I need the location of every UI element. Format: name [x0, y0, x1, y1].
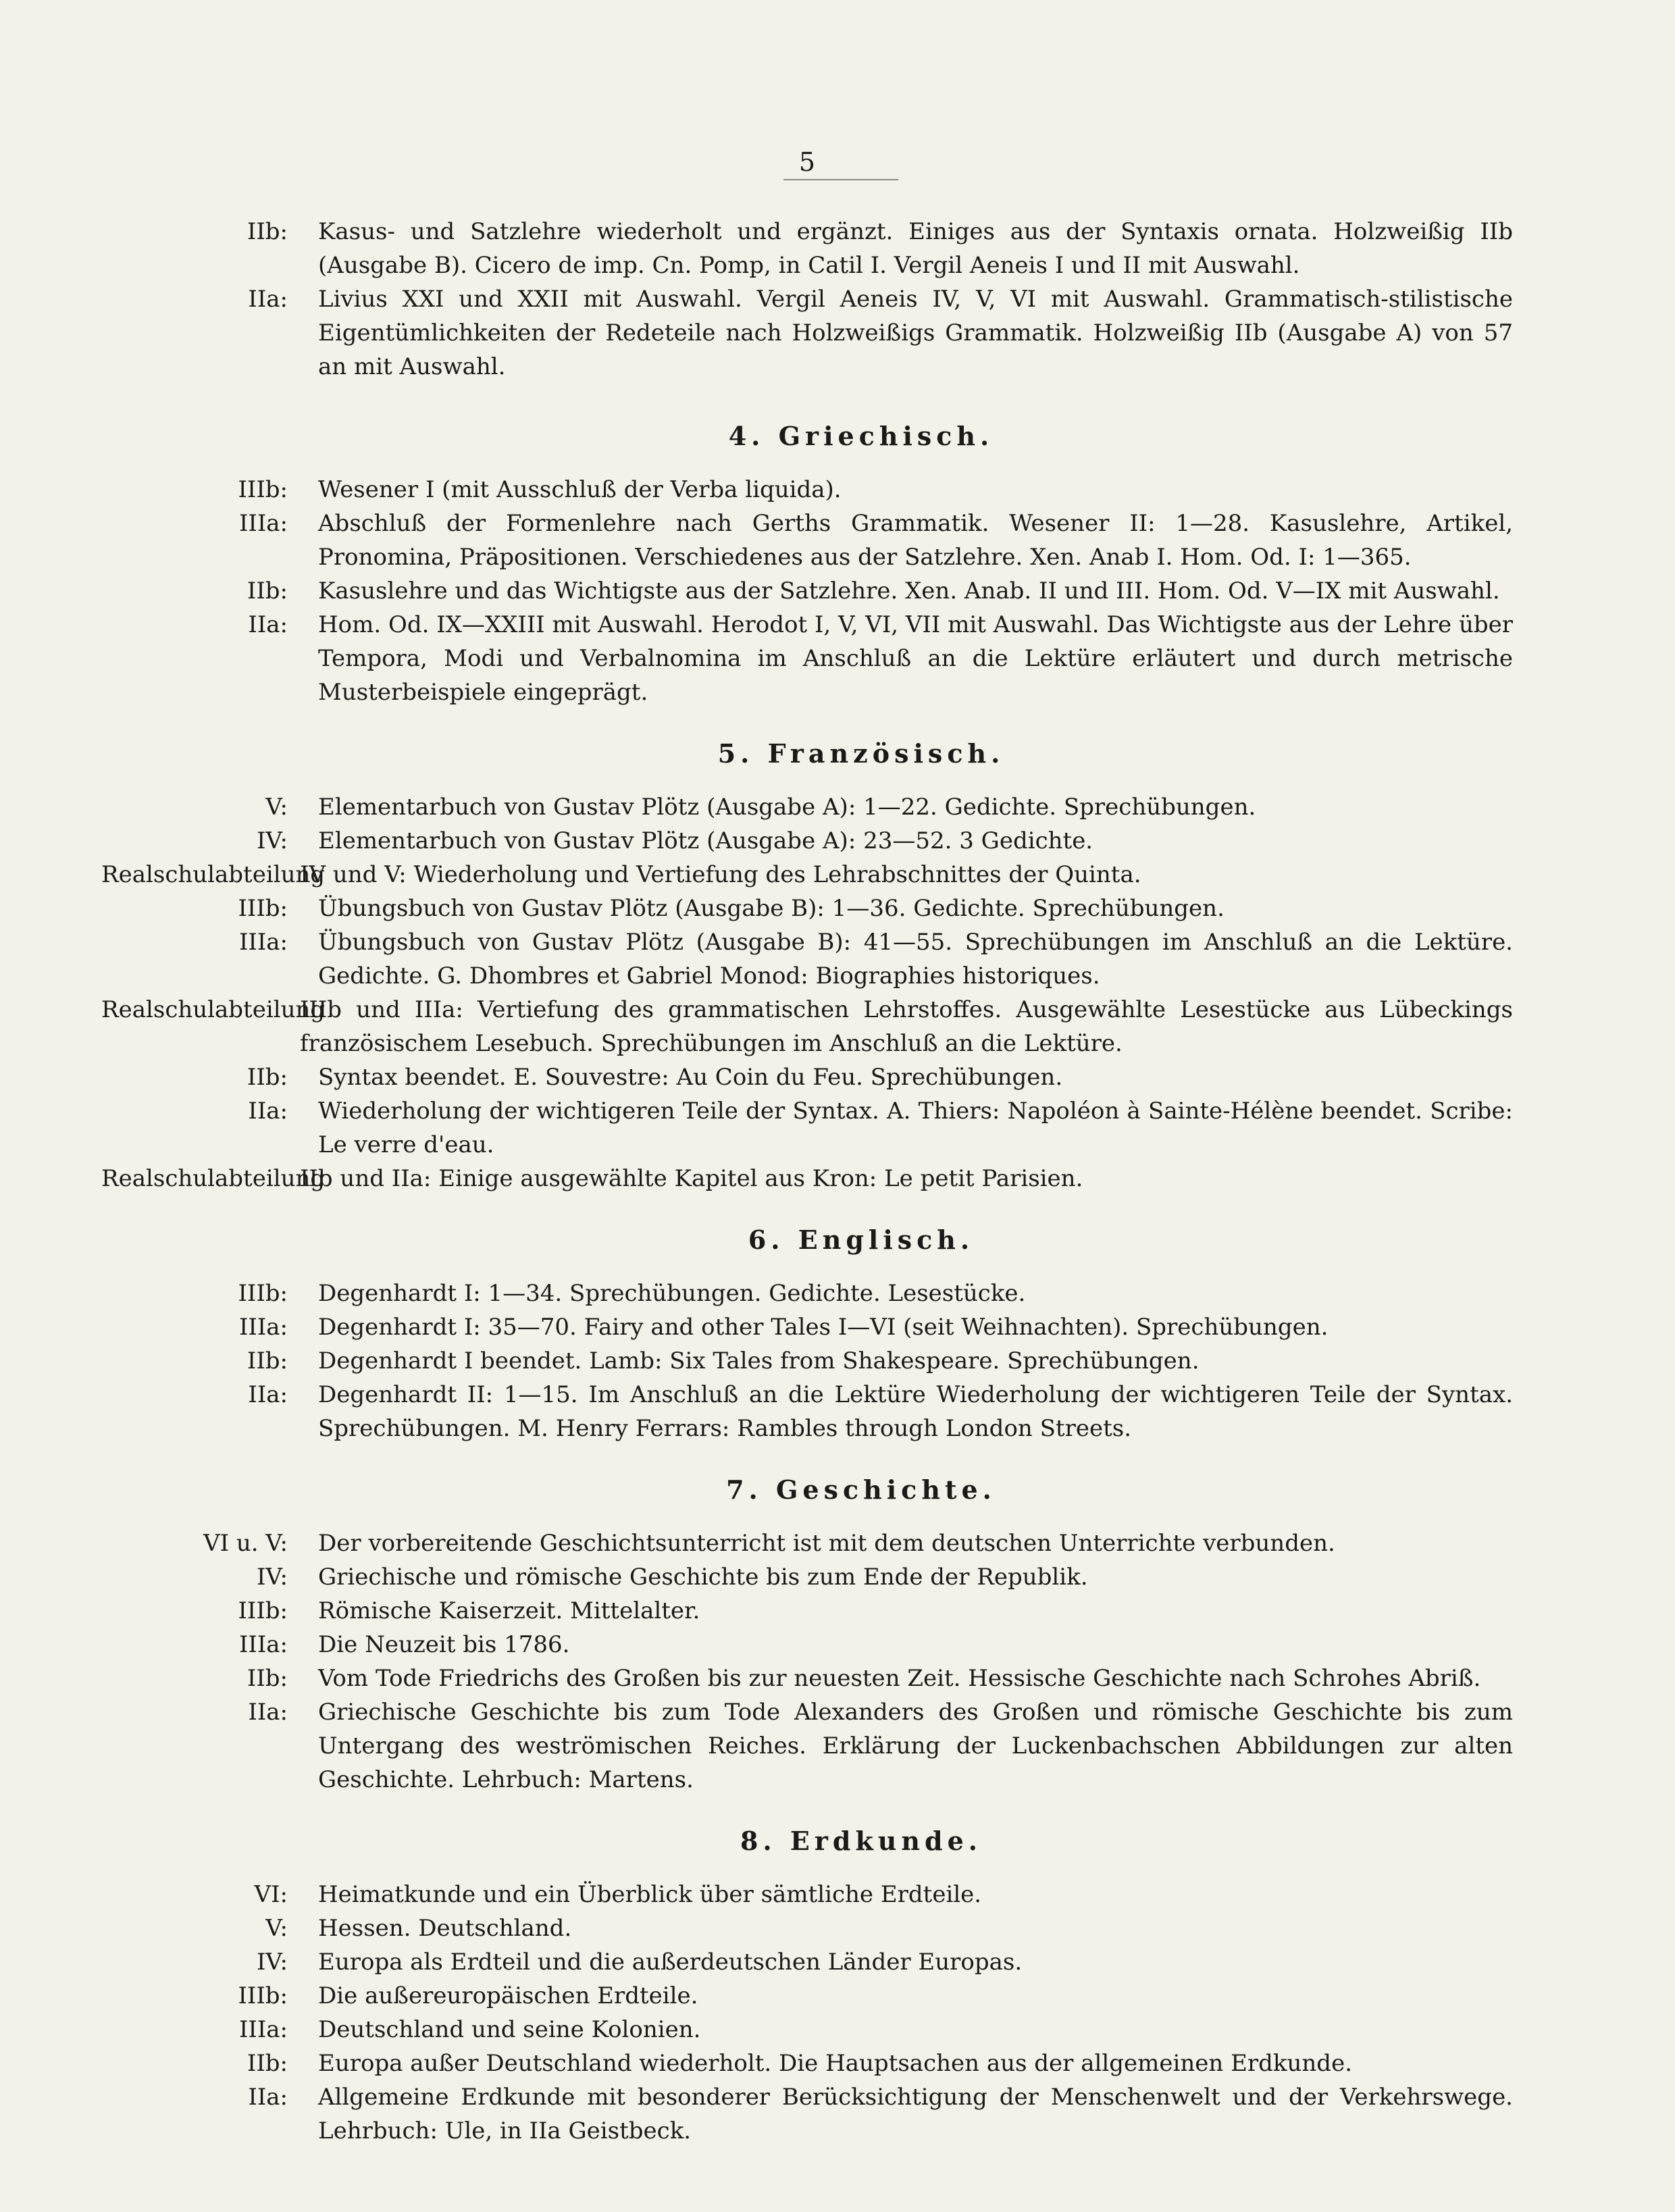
row-text: Europa als Erdteil und die außerdeutschen Länder Europas. — [318, 1949, 1023, 1976]
row-text: Römische Kaiserzeit. Mittelalter. — [318, 1597, 700, 1624]
franzoesisch-realschul-row — [101, 993, 1513, 1060]
englisch-row — [101, 1378, 1513, 1445]
erdkunde-row — [101, 1878, 1513, 1911]
row-text: Elementarbuch von Gustav Plötz (Ausgabe A): 1—22. Gedichte. Sprechübungen. — [318, 794, 1256, 821]
row-label: Realschulabteilung — [101, 1165, 326, 1192]
row-label: V: — [265, 1915, 288, 1942]
erdkunde-row — [101, 1945, 1513, 1979]
curriculum-content — [101, 215, 1513, 2148]
row-label: IIIa: — [238, 1314, 288, 1341]
section-heading-geschichte: 7. Geschichte. — [726, 1474, 996, 1505]
row-label: IIIa: — [238, 510, 288, 537]
row-text: Deutschland und seine Kolonien. — [318, 2016, 701, 2043]
row-text: Livius XXI und XXII mit Auswahl. Vergil Aeneis IV, V, VI mit Auswahl. Grammatisch-stilistische Eigentümlichkeiten der Redeteile nach Holzweißigs Grammatik. Holzweißig IIb (Ausgabe A) von 57 an mit Auswahl. — [318, 286, 1513, 380]
erdkunde-row — [101, 2013, 1513, 2047]
row-label: IIa: — [248, 2084, 288, 2111]
geschichte-row — [101, 1560, 1513, 1594]
row-text: Kasus- und Satzlehre wiederholt und ergänzt. Einiges aus der Syntaxis ornata. Holzweißig IIb (Ausgabe B). Cicero de imp. Cn. Pomp, in Catil I. Vergil Aeneis I und II mit Auswahl. — [318, 218, 1513, 279]
geschichte-row — [101, 1594, 1513, 1628]
row-text: Die Neuzeit bis 1786. — [318, 1631, 570, 1658]
row-text: Syntax beendet. E. Souvestre: Au Coin du Feu. Sprechübungen. — [318, 1064, 1063, 1091]
row-label: Realschulabteilung — [101, 861, 326, 888]
row-label: IV: — [256, 1564, 288, 1591]
row-text: Der vorbereitende Geschichtsunterricht ist mit dem deutschen Unterrichte verbunden. — [318, 1530, 1335, 1557]
franzoesisch-realschul-row — [101, 1162, 1513, 1195]
englisch-row — [101, 1344, 1513, 1378]
row-text: Übungsbuch von Gustav Plötz (Ausgabe B): 41—55. Sprechübungen im Anschluß an die Lektüre. Gedichte. G. Dhombres et Gabriel Monod: Biographies historiques. — [318, 929, 1513, 989]
page-number: 5 — [798, 147, 816, 177]
row-text: Degenhardt I: 35—70. Fairy and other Tales I—VI (seit Weihnachten). Sprechübungen. — [318, 1314, 1329, 1341]
section-englisch — [101, 1218, 1513, 1445]
row-label: VI u. V: — [203, 1530, 288, 1557]
section-geschichte — [101, 1468, 1513, 1797]
englisch-row — [101, 1277, 1513, 1310]
section-franzoesisch — [101, 732, 1513, 1195]
row-label: IIb: — [247, 577, 288, 605]
geschichte-row — [101, 1662, 1513, 1695]
row-text: Hessen. Deutschland. — [318, 1915, 572, 1942]
row-label: V: — [265, 794, 288, 821]
section-erdkunde — [101, 1820, 1513, 2148]
section-heading-erdkunde: 8. Erdkunde. — [740, 1826, 982, 1856]
row-label: IIb: — [247, 218, 288, 245]
row-text: Degenhardt I: 1—34. Sprechübungen. Gedichte. Lesestücke. — [318, 1280, 1026, 1307]
row-label: IIIb: — [238, 1982, 288, 2009]
franzoesisch-row — [101, 1060, 1513, 1094]
erdkunde-row — [101, 2080, 1513, 2148]
erdkunde-row — [101, 1911, 1513, 1945]
row-label: IIb: — [247, 1665, 288, 1692]
latein-row — [101, 215, 1513, 282]
row-label: IIIa: — [238, 1631, 288, 1658]
row-text: Wiederholung der wichtigeren Teile der Syntax. A. Thiers: Napoléon à Sainte-Hélène beendet. Scribe: Le verre d'eau. — [318, 1098, 1513, 1158]
row-text: Degenhardt II: 1—15. Im Anschluß an die Lektüre Wiederholung der wichtigeren Teile der Syntax. Sprechübungen. M. Henry Ferrars: Rambles through London Streets. — [318, 1381, 1513, 1442]
row-label: IIa: — [248, 1699, 288, 1726]
row-label: IIb: — [247, 1064, 288, 1091]
row-label: Realschulabteilung — [101, 996, 326, 1023]
franzoesisch-row — [101, 824, 1513, 858]
griechisch-row — [101, 574, 1513, 608]
erdkunde-row — [101, 2047, 1513, 2080]
row-label: IIb: — [247, 2050, 288, 2077]
row-label: IIb: — [247, 1347, 288, 1374]
row-label: IV: — [256, 1949, 288, 1976]
geschichte-row — [101, 1695, 1513, 1797]
row-text: IV und V: Wiederholung und Vertiefung des Lehrabschnittes der Quinta. — [300, 861, 1141, 888]
row-text: IIb und IIa: Einige ausgewählte Kapitel aus Kron: Le petit Parisien. — [300, 1165, 1083, 1192]
row-text: Die außereuropäischen Erdteile. — [318, 1982, 698, 2009]
row-text: Allgemeine Erdkunde mit besonderer Berücksichtigung der Menschenwelt und der Verkehrswege. Lehrbuch: Ule, in IIa Geistbeck. — [318, 2084, 1513, 2144]
row-label: IIIa: — [238, 2016, 288, 2043]
section-heading-griechisch: 4. Griechisch. — [728, 421, 994, 451]
englisch-row — [101, 1310, 1513, 1344]
row-label: IIIb: — [238, 895, 288, 922]
section-griechisch — [101, 415, 1513, 709]
row-text: Europa außer Deutschland wiederholt. Die Hauptsachen aus der allgemeinen Erdkunde. — [318, 2050, 1352, 2077]
row-label: IIIb: — [238, 1280, 288, 1307]
griechisch-row — [101, 473, 1513, 507]
row-label: IIIb: — [238, 1597, 288, 1624]
griechisch-row — [101, 608, 1513, 709]
row-text: Kasuslehre und das Wichtigste aus der Satzlehre. Xen. Anab. II und III. Hom. Od. V—IX mit Auswahl. — [318, 577, 1500, 605]
griechisch-row — [101, 507, 1513, 574]
section-heading-englisch: 6. Englisch. — [748, 1225, 975, 1255]
row-text: Griechische und römische Geschichte bis zum Ende der Republik. — [318, 1564, 1088, 1591]
latein-row — [101, 282, 1513, 384]
row-label: IIIa: — [238, 929, 288, 956]
row-label: IIIb: — [238, 476, 288, 503]
erdkunde-row — [101, 1979, 1513, 2013]
row-text: Vom Tode Friedrichs des Großen bis zur neuesten Zeit. Hessische Geschichte nach Schrohes Abriß. — [318, 1665, 1481, 1692]
row-text: Heimatkunde und ein Überblick über sämtliche Erdteile. — [318, 1881, 982, 1908]
franzoesisch-realschul-row — [101, 858, 1513, 892]
row-label: IIa: — [248, 286, 288, 313]
section-heading-franzoesisch: 5. Französisch. — [717, 738, 1005, 769]
geschichte-row — [101, 1526, 1513, 1560]
franzoesisch-row — [101, 892, 1513, 925]
franzoesisch-row — [101, 925, 1513, 993]
franzoesisch-row — [101, 790, 1513, 824]
row-text: Übungsbuch von Gustav Plötz (Ausgabe B): 1—36. Gedichte. Sprechübungen. — [318, 895, 1225, 922]
row-text: IIIb und IIIa: Vertiefung des grammatischen Lehrstoffes. Ausgewählte Lesestücke aus Lübeckings französischem Lesebuch. Sprechübungen im Anschluß an die Lektüre. — [300, 996, 1513, 1057]
franzoesisch-row — [101, 1094, 1513, 1162]
row-label: IIa: — [248, 1381, 288, 1408]
row-label: IIa: — [248, 611, 288, 638]
row-label: VI: — [254, 1881, 288, 1908]
row-text: Abschluß der Formenlehre nach Gerths Grammatik. Wesener II: 1—28. Kasuslehre, Artikel, Pronomina, Präpositionen. Verschiedenes aus der Satzlehre. Xen. Anab I. Hom. Od. I: 1—365. — [318, 510, 1513, 571]
row-text: Hom. Od. IX—XXIII mit Auswahl. Herodot I, V, VI, VII mit Auswahl. Das Wichtigste aus der Lehre über Tempora, Modi und Verbalnomina im Anschluß an die Lektüre erläutert und durch metrische Musterbeispiele eingeprägt. — [318, 611, 1513, 706]
row-text: Wesener I (mit Ausschluß der Verba liquida). — [318, 476, 842, 503]
geschichte-row — [101, 1628, 1513, 1662]
row-text: Degenhardt I beendet. Lamb: Six Tales from Shakespeare. Sprechübungen. — [318, 1347, 1200, 1374]
row-text: Griechische Geschichte bis zum Tode Alexanders des Großen und römische Geschichte bis zum Untergang des weströmischen Reiches. Erklärung der Luckenbachschen Abbildungen zur alten Geschichte. Lehrbuch: Martens. — [318, 1699, 1513, 1793]
row-label: IIa: — [248, 1098, 288, 1125]
row-text: Elementarbuch von Gustav Plötz (Ausgabe A): 23—52. 3 Gedichte. — [318, 827, 1093, 854]
page-number-rule — [783, 179, 898, 180]
section-latein — [101, 215, 1513, 384]
row-label: IV: — [256, 827, 288, 854]
